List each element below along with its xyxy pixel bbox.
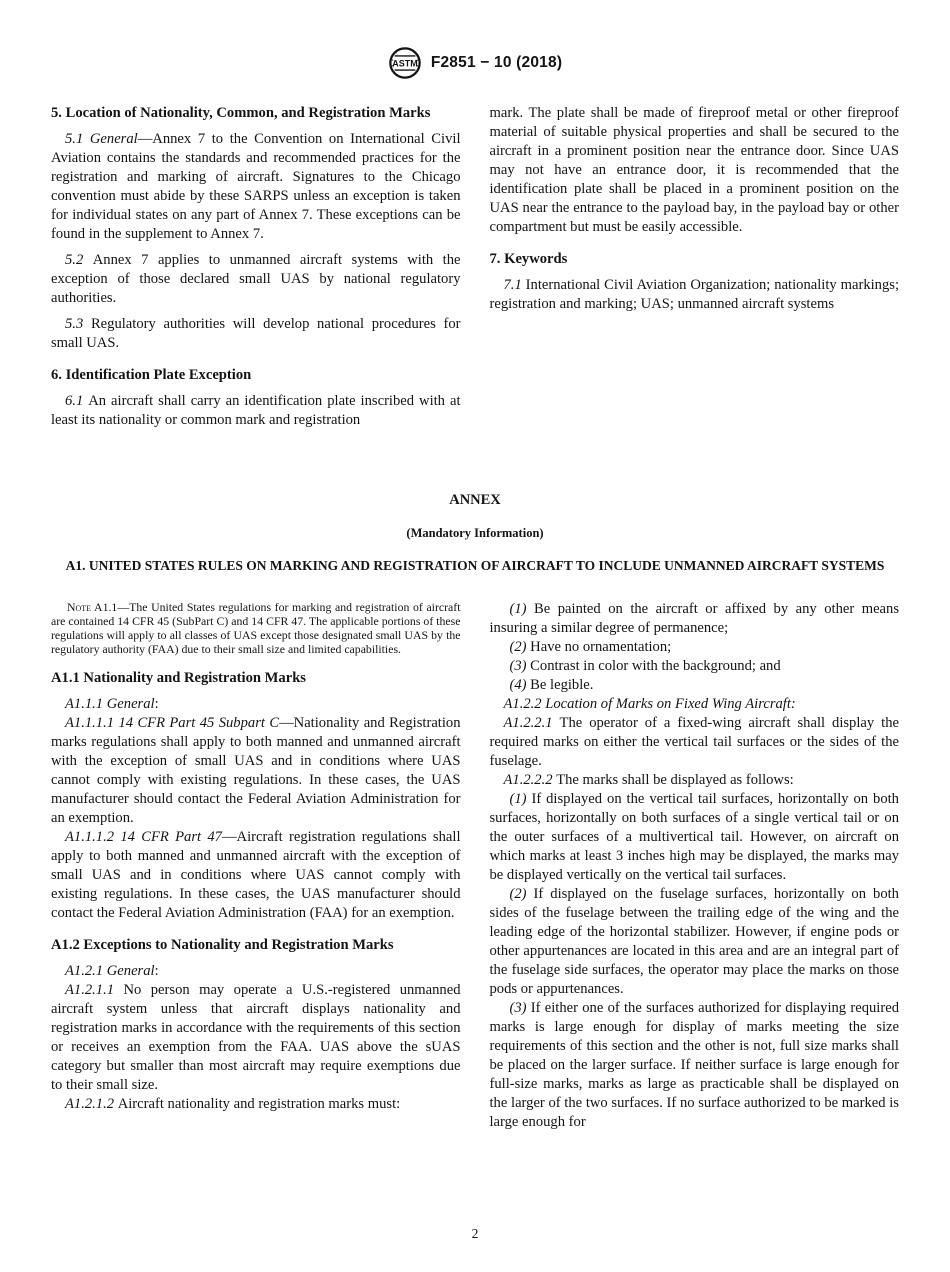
heading-section-5: 5. Location of Nationality, Common, and Registration Marks [51,105,431,121]
annex-title: ANNEX [449,492,501,508]
page-number: 2 [471,1226,479,1241]
note-a1-1: Note A1.1—The United States regulations for marking and registration of aircraft are contained 14 CFR 45 (SubPart C) and 14 CFR 47. The applicable portions of these regulations will apply to all classes of UAS except those designated small UAS by the regulatory authority (FAA) due to their small size and limited capabilities. [51,600,461,656]
paragraph: A1.2.2.1 The operator of a fixed-wing aircraft shall display the required marks on either the vertical tail surfaces or the sides of the fuselage. [489,715,899,769]
paragraph: A1.2.2.2 The marks shall be displayed as follows: [503,772,794,788]
list-item: (3) Contrast in color with the background; and [509,658,781,674]
list-item: (3) If either one of the surfaces authorized for displaying required marks is large enough for display of marks meeting the size requirements of this section and the other is not, full size marks shall be placed on the larger surface. If neither surface is large enough for full-size marks, marks as large as practicable shall be displayed on the larger of the two surfaces. If no surface authorized to be marked is large enough for [489,1000,899,1130]
body-left-column [51,104,461,430]
paragraph: 5.1 General—Annex 7 to the Convention on International Civil Aviation contains the standards and recommended practices for the registration and marking of aircraft. Signatures to the Chicago convention must abide by these SARPS unless an exception is taken for individual states on any part of Annex 7. These exceptions can be found in the supplement to Annex 7. [51,131,461,242]
annex-body [51,600,899,1132]
list-item: (1) Be painted on the aircraft or affixed by any other means insuring a similar degree of permanence; [489,601,899,636]
list-item: (2) Have no ornamentation; [509,639,672,655]
paragraph: 5.2 Annex 7 applies to unmanned aircraft systems with the exception of those declared small UAS by national regulatory authorities. [51,252,461,306]
page-footer [0,1226,950,1242]
paragraph: A1.1.1 General: [65,696,159,712]
page-header [51,46,899,80]
heading-section-6: 6. Identification Plate Exception [51,367,252,383]
astm-logo-text: ASTM [392,58,418,69]
annex-left-column [51,600,461,1132]
annex-subtitle: (Mandatory Information) [406,526,544,540]
paragraph: A1.1.1.1 14 CFR Part 45 Subpart C—Nationality and Registration marks regulations shall apply to both manned and unmanned aircraft with the exception of small UAS and in conditions where UAS cannot comply with existing regulations. In these cases, the UAS manufacturer should contact the Federal Aviation Administration for an exemption. [51,715,461,826]
paragraph: A1.2.1.1 No person may operate a U.S.-registered unmanned aircraft system unless that aircraft displays nationality and registration marks in accordance with the requirements of this section or receives an exemption from the FAA. UAS above the sUAS category but smaller than most aircraft may require exemptions due to their small size. [51,982,461,1093]
section-body [51,104,899,430]
heading-section-7: 7. Keywords [489,251,568,267]
list-item: (2) If displayed on the fuselage surfaces, horizontally on both sides of the fuselage between the trailing edge of the wing and the leading edge of the horizontal stabilizer. However, if engine pods or other appurtenances are located in this area and are an integral part of the fuselage side surfaces, the operator may place the marks on those pods or appurtenances. [489,886,899,997]
paragraph: A1.1.1.2 14 CFR Part 47—Aircraft registration regulations shall apply to both manned and unmanned aircraft with the exception of small UAS and in conditions where UAS cannot comply with existing regulations. In these cases, the UAS manufacturer should contact the Federal Aviation Administration (FAA) for an exemption. [51,829,461,921]
annex-a1-heading: A1. UNITED STATES RULES ON MARKING AND REGISTRATION OF AIRCRAFT TO INCLUDE UNMANNED AIRCRAFT SYSTEMS [65,558,885,573]
paragraph: mark. The plate shall be made of fireproof metal or other fireproof material of suitable physical properties and shall be secured to the aircraft in a prominent position near the entrance door. Since UAS may not have an entrance door, it is recommended that the identification plate shall be placed in a prominent position on the UAS near the entrance to the payload bay, in the payload bay or other compartment but must be easily accessible. [489,105,899,235]
heading-a1-1: A1.1 Nationality and Registration Marks [51,670,306,686]
standard-designation: F2851 − 10 (2018) [430,54,563,71]
paragraph: 5.3 Regulatory authorities will develop national procedures for small UAS. [51,316,461,351]
list-item: (4) Be legible. [509,677,594,693]
body-right-column [490,104,900,430]
paragraph: 7.1 International Civil Aviation Organization; nationality markings; registration and marking; UAS; unmanned aircraft systems [489,277,899,312]
annex-right-column [490,600,900,1132]
annex-header [51,492,899,575]
paragraph: A1.2.1 General: [65,963,159,979]
paragraph: 6.1 An aircraft shall carry an identification plate inscribed with at least its nationality or common mark and registration [51,393,461,428]
list-item: (1) If displayed on the vertical tail surfaces, horizontally on both surfaces, horizontally on both surfaces of a single vertical tail or on the outer surfaces of a multivertical tail. However, on aircraft on which marks at least 3 inches high may be displayed, the marks may be displayed vertically on the vertical tail surfaces. [489,791,899,883]
heading-a1-2: A1.2 Exceptions to Nationality and Registration Marks [51,937,394,953]
paragraph: A1.2.1.2 Aircraft nationality and registration marks must: [65,1096,401,1112]
paragraph: A1.2.2 Location of Marks on Fixed Wing Aircraft: [503,696,796,712]
astm-logo-icon [388,46,422,80]
